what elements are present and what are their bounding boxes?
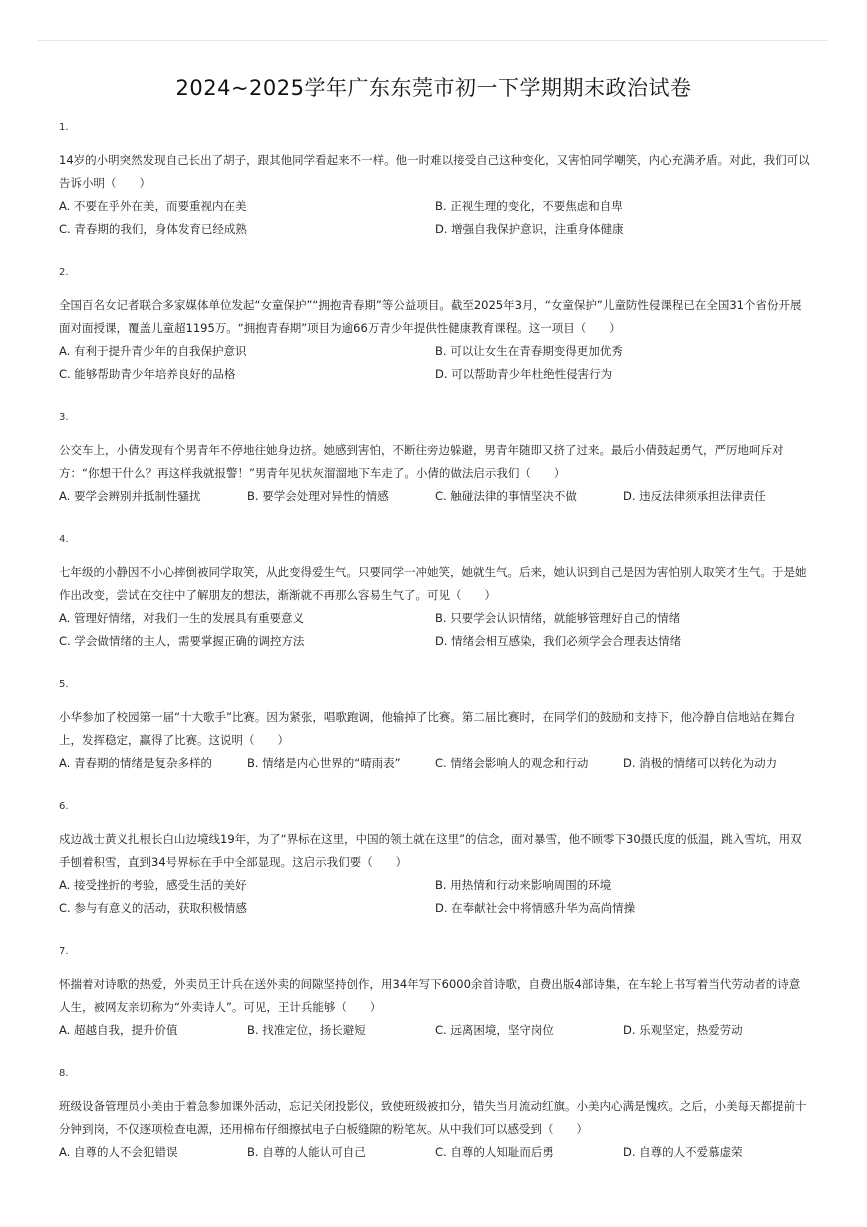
question-stem: 班级设备管理员小美由于着急参加课外活动，忘记关闭投影仪，致使班级被扣分，错失当月流动红旗。小美内心满是愧疚。之后，小美每天都提前十分钟到岗，不仅逐项检查电源，还用棉布仔细擦拭电子白板缝隙的粉笔灰。从中我们可以感受到（ ） [59, 1099, 807, 1136]
question-5 [59, 679, 811, 775]
question-number: 3. [59, 412, 69, 423]
option-c: C. 自尊的人知耻而后勇 [435, 1145, 554, 1159]
question-stem: 戍边战士黄义扎根长白山边境线19年，为了“界标在这里，中国的领土就在这里”的信念，面对暴雪，他不顾零下30摄氏度的低温，跳入雪坑，用双手刨着积雪，直到34号界标在手中全部显现。这启示我们要（ ） [59, 832, 802, 869]
question-3 [59, 412, 811, 508]
option-list [59, 195, 811, 241]
option-a: A. 要学会辨别并抵制性骚扰 [59, 489, 201, 503]
option-c: C. 远离困境，坚守岗位 [435, 1023, 554, 1037]
question-stem: 全国百名女记者联合多家媒体单位发起“女童保护”“拥抱青春期”等公益项目。截至2025年3月，“女童保护”儿童防性侵课程已在全国31个省份开展面对面授课，覆盖儿童超1195万。“拥抱青春期”项目为逾66万青少年提供性健康教育课程。这一项目（ ） [59, 298, 802, 335]
question-number: 2. [59, 267, 69, 278]
option-list [59, 1019, 811, 1042]
option-list [59, 340, 811, 386]
option-d: D. 可以帮助青少年杜绝性侵害行为 [435, 367, 613, 381]
option-b: B. 可以让女生在青春期变得更加优秀 [435, 344, 623, 358]
option-a: A. 管理好情绪，对我们一生的发展具有重要意义 [59, 611, 304, 625]
question-stem: 怀揣着对诗歌的热爱，外卖员王计兵在送外卖的间隙坚持创作，用34年写下6000余首诗歌，自费出版4部诗集，在车轮上书写着当代劳动者的诗意人生，被网友亲切称为“外卖诗人”。可见，王计兵能够（ ） [59, 977, 801, 1014]
question-number: 6. [59, 801, 69, 812]
question-number: 7. [59, 946, 69, 957]
question-7 [59, 946, 811, 1042]
option-a: A. 自尊的人不会犯错误 [59, 1145, 178, 1159]
question-number: 8. [59, 1068, 69, 1079]
question-4 [59, 534, 811, 653]
question-number: 5. [59, 679, 69, 690]
option-b: B. 用热情和行动来影响周围的环境 [435, 878, 612, 892]
option-c: C. 青春期的我们，身体发育已经成熟 [59, 222, 247, 236]
option-b: B. 正视生理的变化，不要焦虑和自卑 [435, 199, 623, 213]
option-d: D. 乐观坚定，热爱劳动 [623, 1023, 743, 1037]
question-stem: 14岁的小明突然发现自己长出了胡子，跟其他同学看起来不一样。他一时难以接受自己这种变化，又害怕同学嘲笑，内心充满矛盾。对此，我们可以告诉小明（ ） [59, 153, 810, 190]
option-c: C. 能够帮助青少年培养良好的品格 [59, 367, 236, 381]
question-stem: 公交车上，小倩发现有个男青年不停地往她身边挤。她感到害怕，不断往旁边躲避，男青年随即又挤了过来。最后小倩鼓起勇气，严厉地呵斥对方：“你想干什么？再这样我就报警！”男青年见状灰溜溜地下车走了。小倩的做法启示我们（ ） [59, 443, 784, 480]
question-stem: 小华参加了校园第一届“十大歌手”比赛。因为紧张，唱歌跑调，他输掉了比赛。第二届比赛时，在同学们的鼓励和支持下，他冷静自信地站在舞台上，发挥稳定，赢得了比赛。这说明（ ） [59, 710, 796, 747]
option-d: D. 增强自我保护意识，注重身体健康 [435, 222, 624, 236]
option-a: A. 不要在乎外在美，而要重视内在美 [59, 199, 247, 213]
option-list [59, 752, 811, 775]
page-title: 2024~2025学年广东东莞市初一下学期期末政治试卷 [175, 76, 692, 100]
option-d: D. 消极的情绪可以转化为动力 [623, 756, 778, 770]
option-list [59, 607, 811, 653]
question-number: 1. [59, 122, 69, 133]
option-b: B. 只要学会认识情绪，就能够管理好自己的情绪 [435, 611, 681, 625]
option-list [59, 1141, 811, 1164]
option-c: C. 情绪会影响人的观念和行动 [435, 756, 589, 770]
option-list [59, 874, 811, 920]
question-number: 4. [59, 534, 69, 545]
option-d: D. 情绪会相互感染，我们必须学会合理表达情绪 [435, 634, 682, 648]
question-stem: 七年级的小静因不小心摔倒被同学取笑，从此变得爱生气。只要同学一冲她笑，她就生气。后来，她认识到自己是因为害怕别人取笑才生气。于是她作出改变，尝试在交往中了解朋友的想法，渐渐就不再那么容易生气了。可见（ ） [59, 565, 807, 602]
option-c: C. 参与有意义的活动，获取积极情感 [59, 901, 247, 915]
option-d: D. 在奉献社会中将情感升华为高尚情操 [435, 901, 636, 915]
option-list [59, 485, 811, 508]
option-b: B. 自尊的人能认可自己 [247, 1145, 366, 1159]
option-d: D. 违反法律须承担法律责任 [623, 489, 766, 503]
option-b: B. 情绪是内心世界的“晴雨表” [247, 756, 401, 770]
option-a: A. 超越自我，提升价值 [59, 1023, 178, 1037]
option-b: B. 要学会处理对异性的情感 [247, 489, 389, 503]
option-a: A. 接受挫折的考验，感受生活的美好 [59, 878, 247, 892]
option-c: C. 触碰法律的事情坚决不做 [435, 489, 577, 503]
question-1 [59, 122, 811, 241]
option-b: B. 找准定位，扬长避短 [247, 1023, 366, 1037]
option-c: C. 学会做情绪的主人，需要掌握正确的调控方法 [59, 634, 305, 648]
question-8 [59, 1068, 811, 1164]
question-2 [59, 267, 811, 386]
question-6 [59, 801, 811, 920]
header-divider [38, 40, 828, 41]
option-d: D. 自尊的人不爱慕虚荣 [623, 1145, 743, 1159]
option-a: A. 有利于提升青少年的自我保护意识 [59, 344, 247, 358]
option-a: A. 青春期的情绪是复杂多样的 [59, 756, 212, 770]
